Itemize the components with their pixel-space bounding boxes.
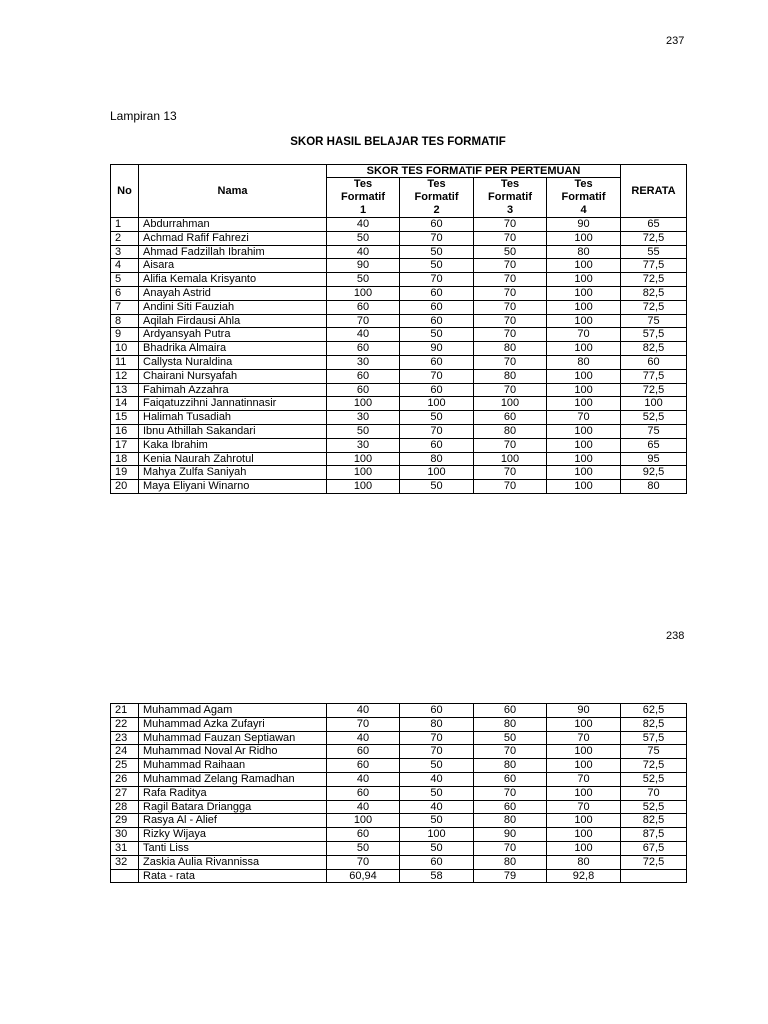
cell-no: 21 [111, 704, 139, 718]
table-row [111, 466, 687, 480]
cell-rerata: 82,5 [621, 286, 687, 300]
cell-rerata: 52,5 [621, 800, 687, 814]
page-number: 237 [666, 35, 685, 47]
cell-test-3: 80 [474, 369, 547, 383]
table-row [111, 800, 687, 814]
cell-no: 10 [111, 342, 139, 356]
table-row [111, 342, 687, 356]
page-number-2: 238 [666, 630, 685, 642]
cell-test-4: 100 [547, 759, 621, 773]
cell-rerata: 72,5 [621, 759, 687, 773]
cell-test-1: 60 [327, 383, 400, 397]
cell-rerata: 52,5 [621, 772, 687, 786]
cell-test-3: 80 [474, 814, 547, 828]
cell-rerata: 57,5 [621, 328, 687, 342]
cell-test-1: 60 [327, 759, 400, 773]
table-row [111, 411, 687, 425]
header-nama: Nama [139, 165, 327, 218]
cell-test-4: 100 [547, 286, 621, 300]
cell-test-1: 40 [327, 800, 400, 814]
cell-test-2: 40 [400, 772, 474, 786]
cell-test-4: 80 [547, 245, 621, 259]
table-row [111, 814, 687, 828]
cell-name: Tanti Liss [139, 841, 327, 855]
cell-test-3: 50 [474, 245, 547, 259]
cell-test-3: 90 [474, 828, 547, 842]
cell-rerata: 67,5 [621, 841, 687, 855]
table-row [111, 259, 687, 273]
cell-test-1: 100 [327, 397, 400, 411]
cell-no: 11 [111, 355, 139, 369]
table-row [111, 424, 687, 438]
cell-rerata: 72,5 [621, 383, 687, 397]
cell-test-1: 40 [327, 772, 400, 786]
cell-no: 18 [111, 452, 139, 466]
cell-name: Ahmad Fadzillah Ibrahim [139, 245, 327, 259]
cell-test-4: 90 [547, 704, 621, 718]
cell-name: Ragil Batara Driangga [139, 800, 327, 814]
cell-no [111, 869, 139, 883]
cell-test-3: 70 [474, 841, 547, 855]
table-row [111, 397, 687, 411]
cell-test-2: 60 [400, 355, 474, 369]
cell-name: Callysta Nuraldina [139, 355, 327, 369]
cell-test-3: 70 [474, 231, 547, 245]
cell-name: Chairani Nursyafah [139, 369, 327, 383]
cell-name: Muhammad Noval Ar Ridho [139, 745, 327, 759]
cell-test-2: 50 [400, 259, 474, 273]
cell-no: 31 [111, 841, 139, 855]
cell-test-4: 100 [547, 383, 621, 397]
table-row [111, 717, 687, 731]
cell-no: 20 [111, 480, 139, 494]
table-row [111, 855, 687, 869]
cell-test-1: 100 [327, 286, 400, 300]
cell-no: 5 [111, 273, 139, 287]
table-row [111, 273, 687, 287]
appendix-label: Lampiran 13 [110, 109, 177, 123]
cell-no: 9 [111, 328, 139, 342]
cell-no: 27 [111, 786, 139, 800]
cell-rerata: 55 [621, 245, 687, 259]
cell-test-1: 40 [327, 704, 400, 718]
header-test-3: Tes Formatif 3 [474, 178, 547, 218]
cell-rerata: 75 [621, 424, 687, 438]
table-row [111, 452, 687, 466]
cell-test-4: 100 [547, 786, 621, 800]
cell-test-2: 60 [400, 218, 474, 232]
cell-test-3: 100 [474, 452, 547, 466]
cell-name: Bhadrika Almaira [139, 342, 327, 356]
cell-rerata: 60 [621, 355, 687, 369]
cell-no: 7 [111, 300, 139, 314]
cell-test-2: 50 [400, 480, 474, 494]
cell-no: 23 [111, 731, 139, 745]
cell-test-4: 100 [547, 452, 621, 466]
cell-name: Muhammad Azka Zufayri [139, 717, 327, 731]
cell-test-3: 70 [474, 480, 547, 494]
table-row [111, 438, 687, 452]
cell-test-3: 80 [474, 424, 547, 438]
cell-test-2: 50 [400, 786, 474, 800]
cell-test-3: 70 [474, 355, 547, 369]
cell-name: Mahya Zulfa Saniyah [139, 466, 327, 480]
cell-test-1: 30 [327, 411, 400, 425]
cell-test-4: 100 [547, 397, 621, 411]
cell-test-4: 100 [547, 438, 621, 452]
cell-no: 8 [111, 314, 139, 328]
table-row [111, 480, 687, 494]
cell-name: Aqilah Firdausi Ahla [139, 314, 327, 328]
table-row [111, 286, 687, 300]
table-row [111, 828, 687, 842]
cell-test-4: 100 [547, 814, 621, 828]
cell-test-1: 100 [327, 466, 400, 480]
cell-test-4: 70 [547, 772, 621, 786]
cell-test-1: 100 [327, 814, 400, 828]
cell-test-3: 70 [474, 314, 547, 328]
cell-test-4: 100 [547, 828, 621, 842]
cell-name: Kenia Naurah Zahrotul [139, 452, 327, 466]
cell-rerata: 72,5 [621, 855, 687, 869]
cell-rerata [621, 869, 687, 883]
cell-test-3: 100 [474, 397, 547, 411]
cell-test-3: 70 [474, 300, 547, 314]
cell-avg-test-3: 79 [474, 869, 547, 883]
cell-test-3: 80 [474, 759, 547, 773]
cell-test-2: 100 [400, 397, 474, 411]
cell-test-2: 40 [400, 800, 474, 814]
page-title: SKOR HASIL BELAJAR TES FORMATIF [290, 136, 506, 148]
cell-test-2: 50 [400, 841, 474, 855]
cell-rerata: 80 [621, 480, 687, 494]
cell-test-1: 90 [327, 259, 400, 273]
table-row [111, 355, 687, 369]
cell-name: Fahimah Azzahra [139, 383, 327, 397]
table-row [111, 759, 687, 773]
table-row [111, 369, 687, 383]
cell-test-1: 70 [327, 314, 400, 328]
cell-no: 26 [111, 772, 139, 786]
table-row [111, 772, 687, 786]
cell-name: Achmad Rafif Fahrezi [139, 231, 327, 245]
cell-test-4: 100 [547, 231, 621, 245]
table-row [111, 383, 687, 397]
cell-avg-test-4: 92,8 [547, 869, 621, 883]
cell-name: Kaka Ibrahim [139, 438, 327, 452]
cell-test-3: 60 [474, 772, 547, 786]
cell-test-3: 60 [474, 411, 547, 425]
cell-test-4: 100 [547, 480, 621, 494]
table-row [111, 300, 687, 314]
cell-test-4: 70 [547, 800, 621, 814]
cell-rerata: 72,5 [621, 273, 687, 287]
cell-rerata: 82,5 [621, 717, 687, 731]
cell-name: Andini Siti Fauziah [139, 300, 327, 314]
cell-test-2: 60 [400, 314, 474, 328]
cell-test-2: 50 [400, 411, 474, 425]
cell-test-1: 60 [327, 300, 400, 314]
cell-test-4: 80 [547, 355, 621, 369]
cell-no: 1 [111, 218, 139, 232]
cell-no: 13 [111, 383, 139, 397]
cell-test-4: 100 [547, 841, 621, 855]
cell-test-3: 70 [474, 745, 547, 759]
cell-no: 17 [111, 438, 139, 452]
cell-test-2: 70 [400, 745, 474, 759]
cell-rerata: 75 [621, 745, 687, 759]
cell-avg-test-1: 60,94 [327, 869, 400, 883]
cell-name: Rizky Wijaya [139, 828, 327, 842]
cell-test-4: 70 [547, 731, 621, 745]
cell-no: 2 [111, 231, 139, 245]
cell-no: 15 [111, 411, 139, 425]
score-table-page-2 [110, 703, 687, 883]
cell-test-1: 100 [327, 480, 400, 494]
cell-name: Ibnu Athillah Sakandari [139, 424, 327, 438]
cell-test-1: 40 [327, 218, 400, 232]
cell-no: 25 [111, 759, 139, 773]
cell-test-3: 70 [474, 786, 547, 800]
cell-test-3: 70 [474, 466, 547, 480]
cell-test-4: 70 [547, 411, 621, 425]
cell-test-1: 70 [327, 855, 400, 869]
cell-name: Aisara [139, 259, 327, 273]
cell-no: 32 [111, 855, 139, 869]
cell-test-3: 70 [474, 383, 547, 397]
header-rerata: RERATA [621, 165, 687, 218]
cell-test-3: 70 [474, 259, 547, 273]
cell-test-1: 60 [327, 342, 400, 356]
cell-name: Zaskia Aulia Rivannissa [139, 855, 327, 869]
cell-test-2: 70 [400, 231, 474, 245]
cell-test-2: 70 [400, 424, 474, 438]
header-no: No [111, 165, 139, 218]
cell-test-2: 90 [400, 342, 474, 356]
cell-test-2: 70 [400, 731, 474, 745]
cell-no: 24 [111, 745, 139, 759]
cell-avg-test-2: 58 [400, 869, 474, 883]
cell-test-4: 100 [547, 259, 621, 273]
cell-test-4: 100 [547, 466, 621, 480]
cell-no: 22 [111, 717, 139, 731]
cell-test-3: 60 [474, 800, 547, 814]
cell-test-1: 30 [327, 355, 400, 369]
cell-rerata: 62,5 [621, 704, 687, 718]
cell-test-1: 60 [327, 745, 400, 759]
cell-test-2: 100 [400, 466, 474, 480]
cell-name: Muhammad Fauzan Septiawan [139, 731, 327, 745]
cell-no: 19 [111, 466, 139, 480]
cell-rerata: 70 [621, 786, 687, 800]
cell-rerata: 82,5 [621, 814, 687, 828]
cell-test-2: 60 [400, 704, 474, 718]
cell-no: 12 [111, 369, 139, 383]
cell-test-2: 60 [400, 855, 474, 869]
cell-rerata: 77,5 [621, 259, 687, 273]
cell-test-2: 100 [400, 828, 474, 842]
cell-test-2: 50 [400, 814, 474, 828]
header-test-1: Tes Formatif 1 [327, 178, 400, 218]
cell-test-2: 70 [400, 273, 474, 287]
cell-test-2: 60 [400, 286, 474, 300]
table-row [111, 314, 687, 328]
cell-name: Anayah Astrid [139, 286, 327, 300]
cell-no: 3 [111, 245, 139, 259]
table-row [111, 731, 687, 745]
table-row [111, 328, 687, 342]
cell-no: 29 [111, 814, 139, 828]
cell-name: Maya Eliyani Winarno [139, 480, 327, 494]
table-row [111, 245, 687, 259]
cell-test-1: 50 [327, 841, 400, 855]
cell-rerata: 92,5 [621, 466, 687, 480]
cell-test-1: 60 [327, 369, 400, 383]
cell-test-2: 60 [400, 300, 474, 314]
cell-test-3: 70 [474, 218, 547, 232]
cell-rerata: 95 [621, 452, 687, 466]
cell-test-3: 70 [474, 273, 547, 287]
cell-test-3: 80 [474, 855, 547, 869]
cell-no: 28 [111, 800, 139, 814]
cell-rerata: 65 [621, 438, 687, 452]
cell-no: 4 [111, 259, 139, 273]
cell-test-1: 40 [327, 328, 400, 342]
cell-no: 14 [111, 397, 139, 411]
cell-test-1: 40 [327, 245, 400, 259]
average-row [111, 869, 687, 883]
cell-test-4: 100 [547, 273, 621, 287]
cell-rerata: 72,5 [621, 231, 687, 245]
cell-test-4: 100 [547, 424, 621, 438]
cell-test-1: 60 [327, 828, 400, 842]
cell-rerata: 52,5 [621, 411, 687, 425]
cell-test-1: 40 [327, 731, 400, 745]
cell-name: Muhammad Agam [139, 704, 327, 718]
cell-test-4: 70 [547, 328, 621, 342]
table-row [111, 786, 687, 800]
cell-test-2: 60 [400, 438, 474, 452]
cell-test-2: 60 [400, 383, 474, 397]
cell-test-4: 80 [547, 855, 621, 869]
cell-test-4: 100 [547, 314, 621, 328]
cell-test-2: 80 [400, 452, 474, 466]
table-row [111, 231, 687, 245]
header-group: SKOR TES FORMATIF PER PERTEMUAN [327, 165, 621, 178]
cell-rerata: 75 [621, 314, 687, 328]
cell-no: 16 [111, 424, 139, 438]
cell-test-2: 80 [400, 717, 474, 731]
cell-test-2: 50 [400, 759, 474, 773]
cell-test-4: 100 [547, 717, 621, 731]
table-row [111, 704, 687, 718]
cell-test-3: 70 [474, 438, 547, 452]
cell-name: Alifia Kemala Krisyanto [139, 273, 327, 287]
table-row [111, 218, 687, 232]
cell-name: Faiqatuzzihni Jannatinnasir [139, 397, 327, 411]
score-table-page-1 [110, 164, 687, 494]
cell-test-1: 50 [327, 424, 400, 438]
table-row [111, 745, 687, 759]
cell-rerata: 65 [621, 218, 687, 232]
cell-test-3: 50 [474, 731, 547, 745]
cell-name: Rafa Raditya [139, 786, 327, 800]
cell-test-3: 80 [474, 342, 547, 356]
cell-test-2: 50 [400, 245, 474, 259]
cell-name: Halimah Tusadiah [139, 411, 327, 425]
cell-name: Ardyansyah Putra [139, 328, 327, 342]
cell-test-3: 70 [474, 328, 547, 342]
table-row [111, 841, 687, 855]
cell-test-2: 70 [400, 369, 474, 383]
cell-no: 30 [111, 828, 139, 842]
cell-rerata: 72,5 [621, 300, 687, 314]
cell-test-3: 70 [474, 286, 547, 300]
cell-test-1: 70 [327, 717, 400, 731]
cell-name: Rasya Al - Alief [139, 814, 327, 828]
cell-test-4: 100 [547, 300, 621, 314]
cell-rerata: 57,5 [621, 731, 687, 745]
cell-test-1: 50 [327, 231, 400, 245]
cell-rerata: 82,5 [621, 342, 687, 356]
cell-rerata: 87,5 [621, 828, 687, 842]
cell-rerata: 77,5 [621, 369, 687, 383]
cell-test-4: 100 [547, 745, 621, 759]
cell-name: Muhammad Raihaan [139, 759, 327, 773]
cell-name: Muhammad Zelang Ramadhan [139, 772, 327, 786]
cell-no: 6 [111, 286, 139, 300]
cell-test-3: 60 [474, 704, 547, 718]
cell-rerata: 100 [621, 397, 687, 411]
cell-test-1: 100 [327, 452, 400, 466]
header-test-2: Tes Formatif 2 [400, 178, 474, 218]
cell-test-3: 80 [474, 717, 547, 731]
cell-test-4: 100 [547, 369, 621, 383]
header-test-4: Tes Formatif 4 [547, 178, 621, 218]
cell-test-1: 60 [327, 786, 400, 800]
cell-average-label: Rata - rata [139, 869, 327, 883]
cell-test-4: 100 [547, 342, 621, 356]
cell-test-1: 30 [327, 438, 400, 452]
cell-test-2: 50 [400, 328, 474, 342]
cell-test-1: 50 [327, 273, 400, 287]
cell-test-4: 90 [547, 218, 621, 232]
cell-name: Abdurrahman [139, 218, 327, 232]
